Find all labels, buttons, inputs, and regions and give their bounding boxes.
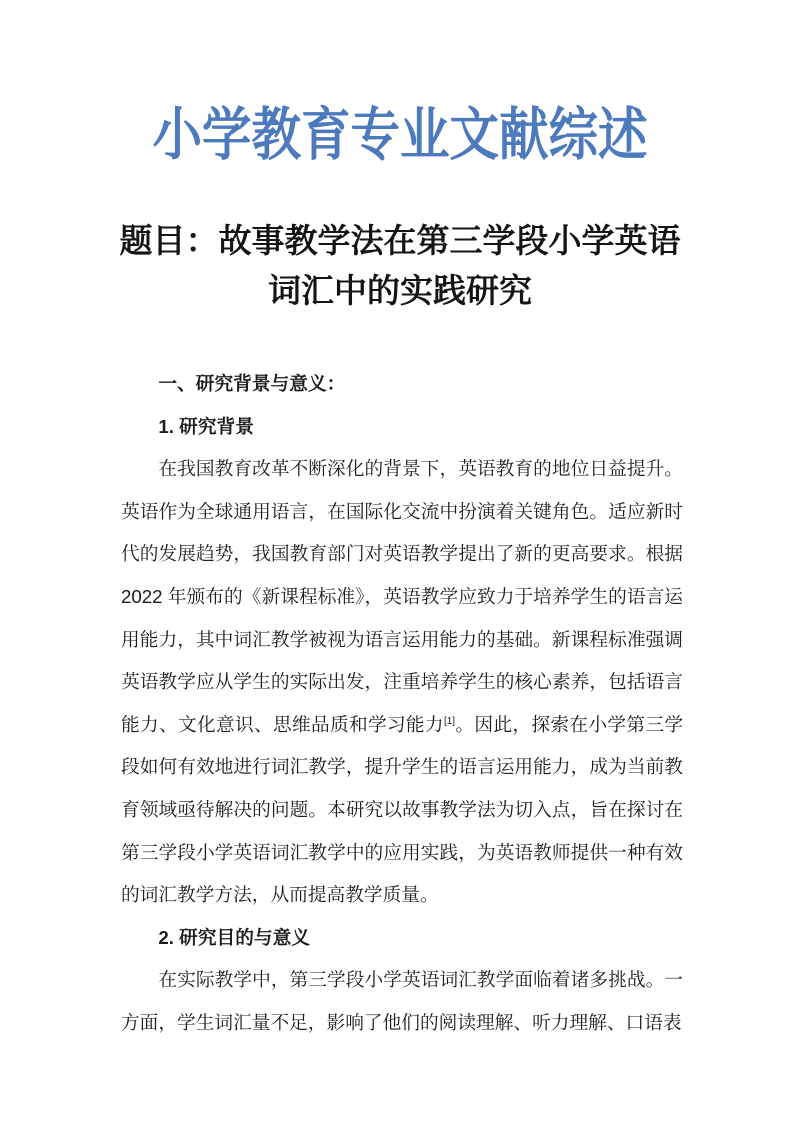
sub-heading-research-background: 1. 研究背景 [158, 415, 254, 437]
paragraph-1-text: 在我国教育改革不断深化的背景下，英语教育的地位日益提升。英语作为全球通用语言，在国际化交流中扮演着关键角色。适应新时代的发展趋势，我国教育部门对英语教学提出了新的更高要求。根据 2022 年颁布的《新课程标准》，英语教学应致力于培养学生的语言运用能力，其中词汇教学被视为语言运用能力的基础。新课程标准强调英语教学应从学生的实际出发，注重培养学生的核心素养，包括语言能力、文化意识、思维品质和学习能力 [121, 458, 683, 735]
document-body [121, 363, 683, 1045]
paragraph-research-background [121, 448, 683, 917]
citation-ref: [1] [443, 715, 456, 727]
topic-title: 题目：故事教学法在第三学段小学英语词汇中的实践研究 [119, 222, 681, 309]
sub-heading-research-purpose: 2. 研究目的与意义 [158, 926, 310, 948]
section-heading: 一、研究背景与意义： [158, 373, 346, 394]
main-title [0, 102, 800, 167]
paragraph-1-text-continued: 。因此，探索在小学第三学段如何有效地进行词汇教学，提升学生的语言运用能力，成为当前教育领域亟待解决的问题。本研究以故事教学法为切入点，旨在探讨在第三学段小学英语词汇教学中的应用实践，为英语教师提供一种有效的词汇教学方法，从而提高教学质量。 [121, 713, 684, 906]
paragraph-research-purpose: 在实际教学中，第三学段小学英语词汇教学面临着诸多挑战。一方面，学生词汇量不足，影响了他们的阅读理解、听力理解、口语表 [121, 969, 683, 1033]
main-title-text: 小学教育专业文献综述 [152, 102, 648, 167]
